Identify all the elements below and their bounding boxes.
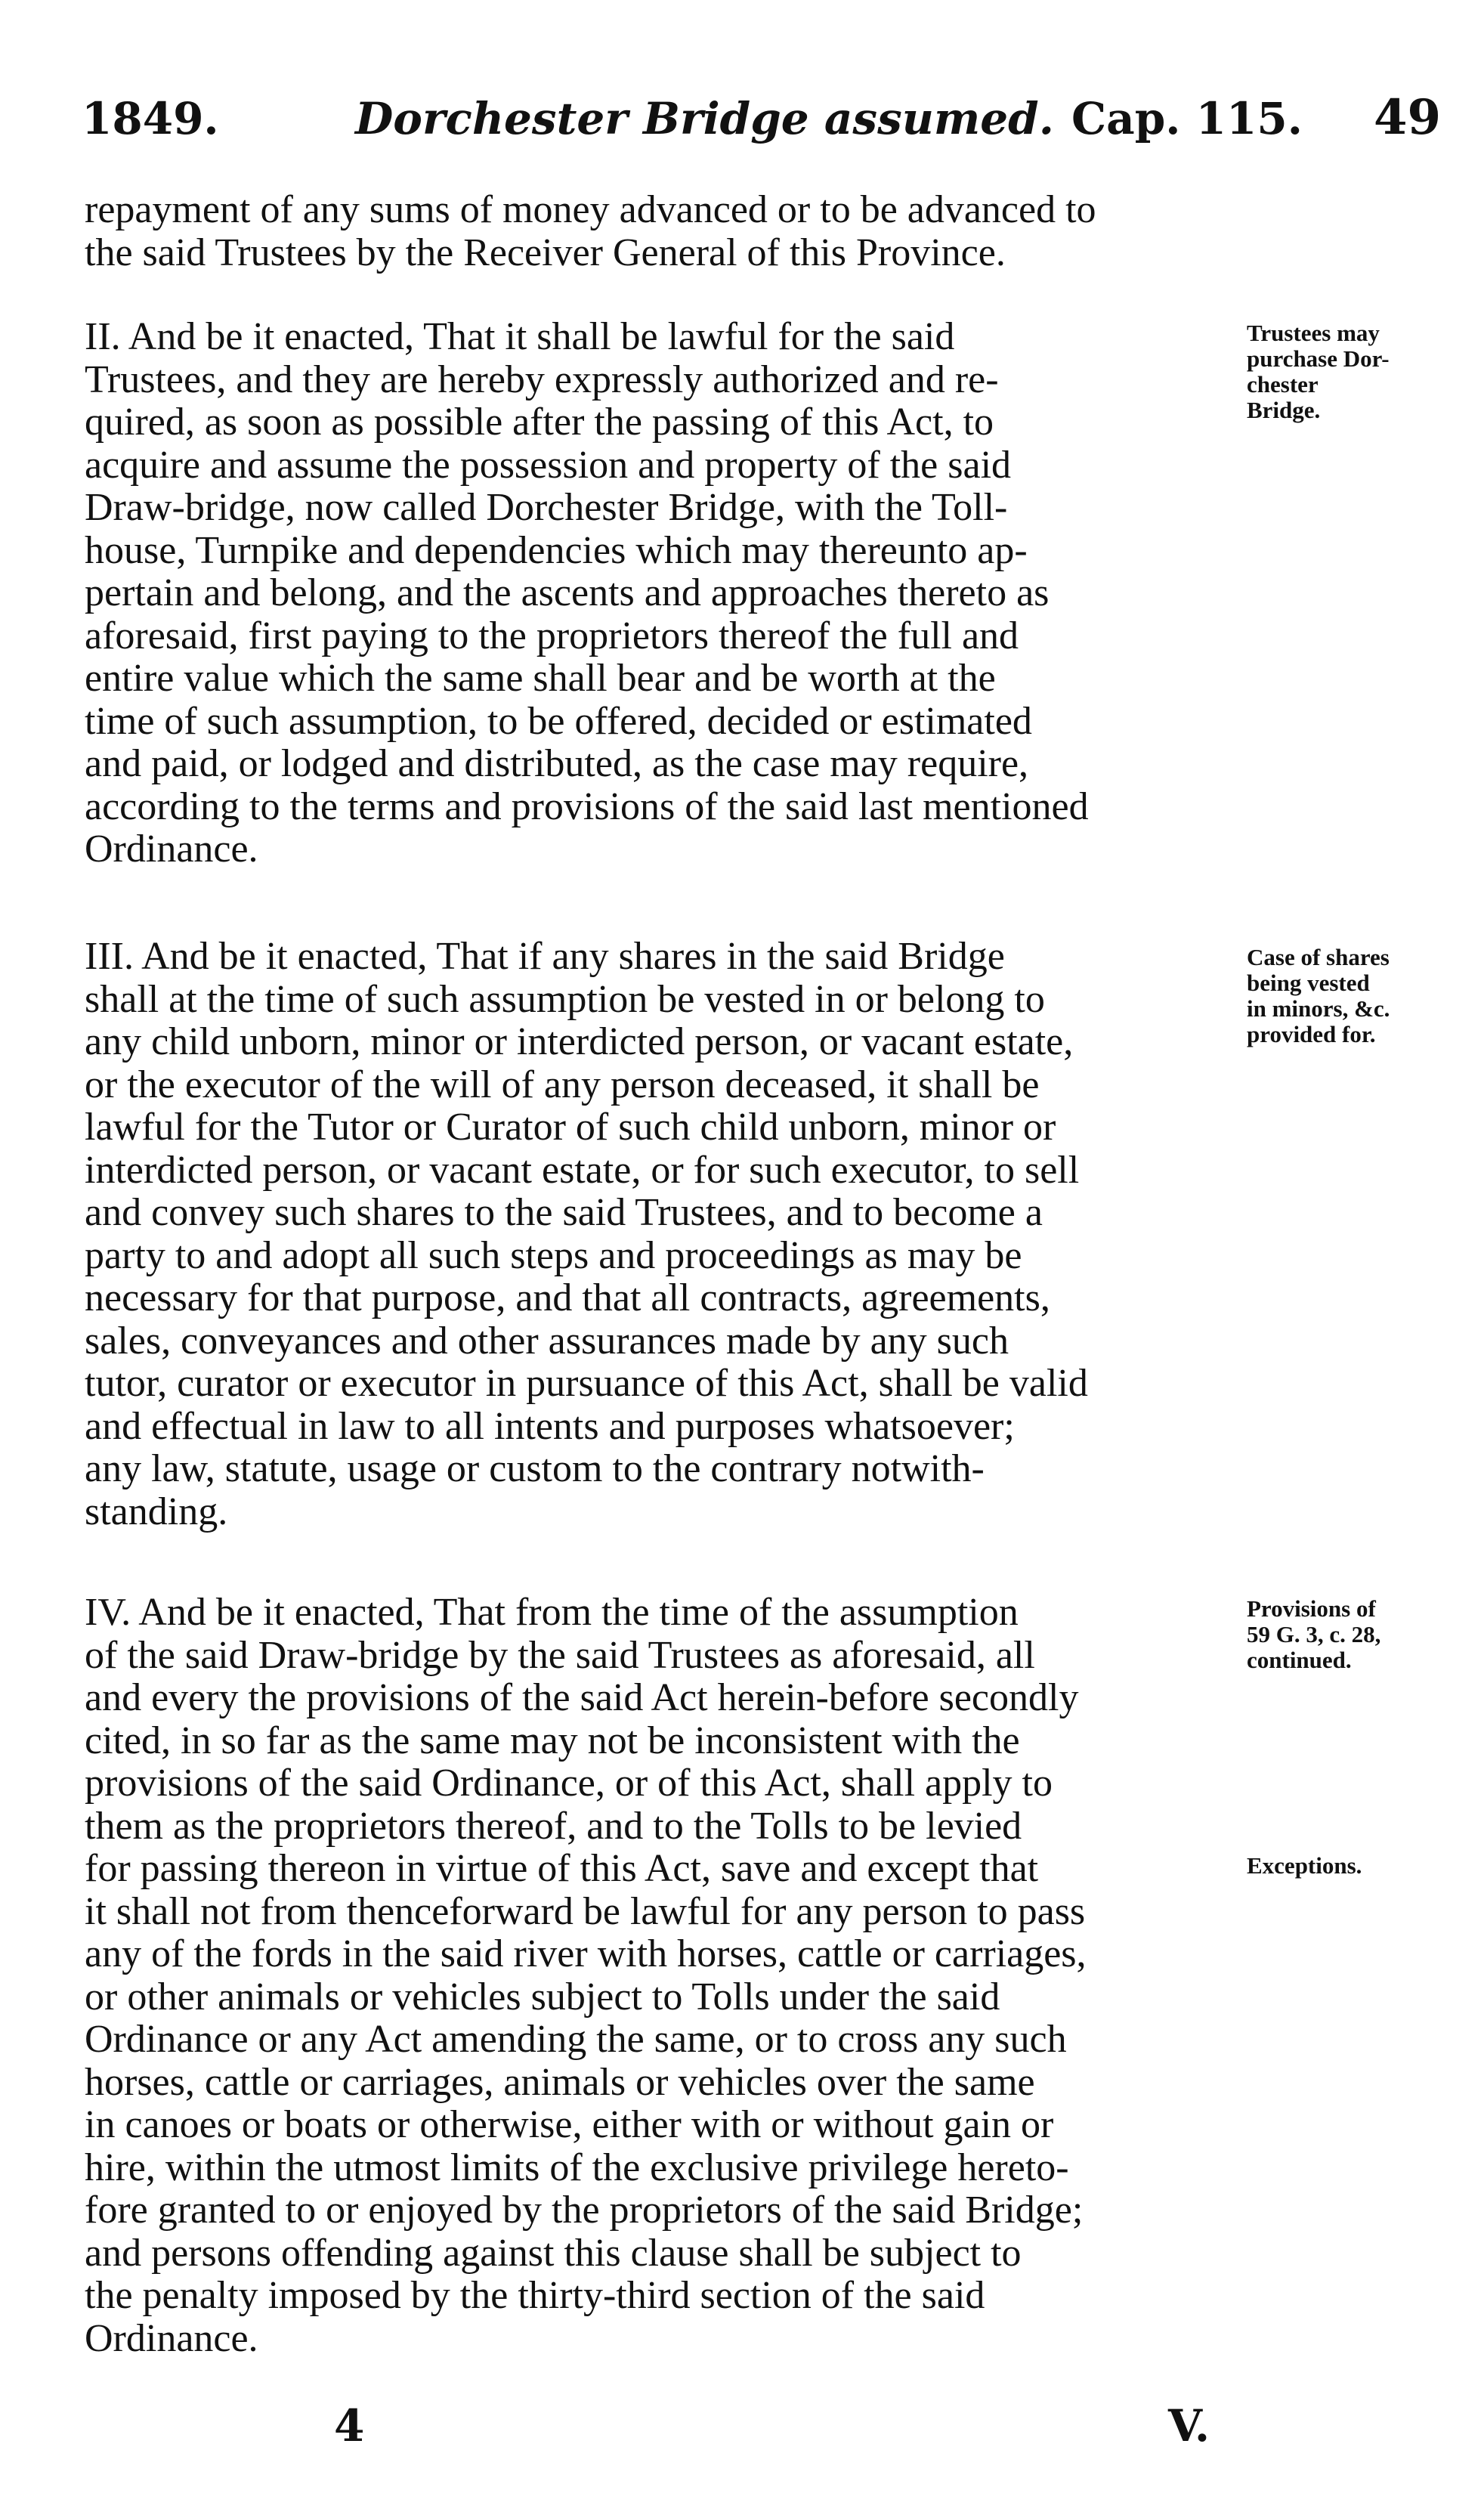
margin-note-shares: Case of shares being vested in minors, &c. provided for. [1247,944,1390,1047]
margin-note-trustees: Trustees may purchase Dor- chester Bridge. [1247,320,1390,423]
section-iii: III. And be it enacted, That if any shares in the said Bridge shall at the time of such assumption be vested in or belong to any child unborn, minor or interdicted person, or vacant estate, or the executor of the will of any person deceased, it shall be lawful for the Tutor or Curator of such child unborn, minor or interdicted person, or vacant estate, or for such executor, to sell and convey such shares to the said Trustees, and to become a party to and adopt all such steps and proceedings as may be necessary for that purpose, and that all contracts, agreements, sales, conveyances and other assurances made by any such tutor, curator or executor in pursuance of this Act, shall be valid and effectual in law to all intents and purposes whatsoever; any law, statute, usage or custom to the contrary notwith- standing. [85,935,1088,1533]
margin-note-exceptions: Exceptions. [1247,1852,1362,1879]
header-year: 1849. [82,93,219,144]
catchword: V. [1168,2400,1210,2452]
page-number: 49 [1374,89,1442,146]
section-iv: IV. And be it enacted, That from the time of the assumption of the said Draw-bridge by the said Trustees as aforesaid, all and every the provisions of the said Act herein-before secondly cited, in so far as the same may not be inconsistent with the provisions of the said Ordinance, or of this Act, shall apply to them as the proprietors thereof, and to the Tolls to be levied for passing thereon in virtue of this Act, save and except that it shall not from thenceforward be lawful for any person to pass any of the fords in the said river with horses, cattle or carriages, or other animals or vehicles subject to Tolls under the said Ordinance or any Act amending the same, or to cross any such horses, cattle or carriages, animals or vehicles over the same in canoes or boats or otherwise, either with or without gain or hire, within the utmost limits of the exclusive privilege hereto- fore granted to or enjoyed by the proprietors of the said Bridge; and persons offending against this clause shall be subject to the penalty imposed by the thirty-third section of the said Ordinance. [85,1591,1087,2360]
signature-mark: 4 [334,2400,365,2452]
header-title: Dorchester Bridge assumed. [355,93,1054,144]
margin-note-provisions: Provisions of 59 G. 3, c. 28, continued. [1247,1595,1381,1673]
header-chapter: Cap. 115. [1071,93,1303,144]
paragraph-continuation: repayment of any sums of money advanced or to be advanced to the said Trustees by the Receiver General of this Province. [85,188,1096,274]
section-ii: II. And be it enacted, That it shall be lawful for the said Trustees, and they are hereby expressly authorized and re- quired, as soon as possible after the passing of this Act, to acquire and assume the possession and property of the said Draw-bridge, now called Dorchester Bridge, with the Toll- house, Turnpike and dependencies which may thereunto ap- pertain and belong, and the ascents and approaches thereto as aforesaid, first paying to the proprietors thereof the full and entire value which the same shall bear and be worth at the time of such assumption, to be offered, decided or estimated and paid, or lodged and distributed, as the case may require, according to the terms and provisions of the said last mentioned Ordinance. [85,315,1089,871]
